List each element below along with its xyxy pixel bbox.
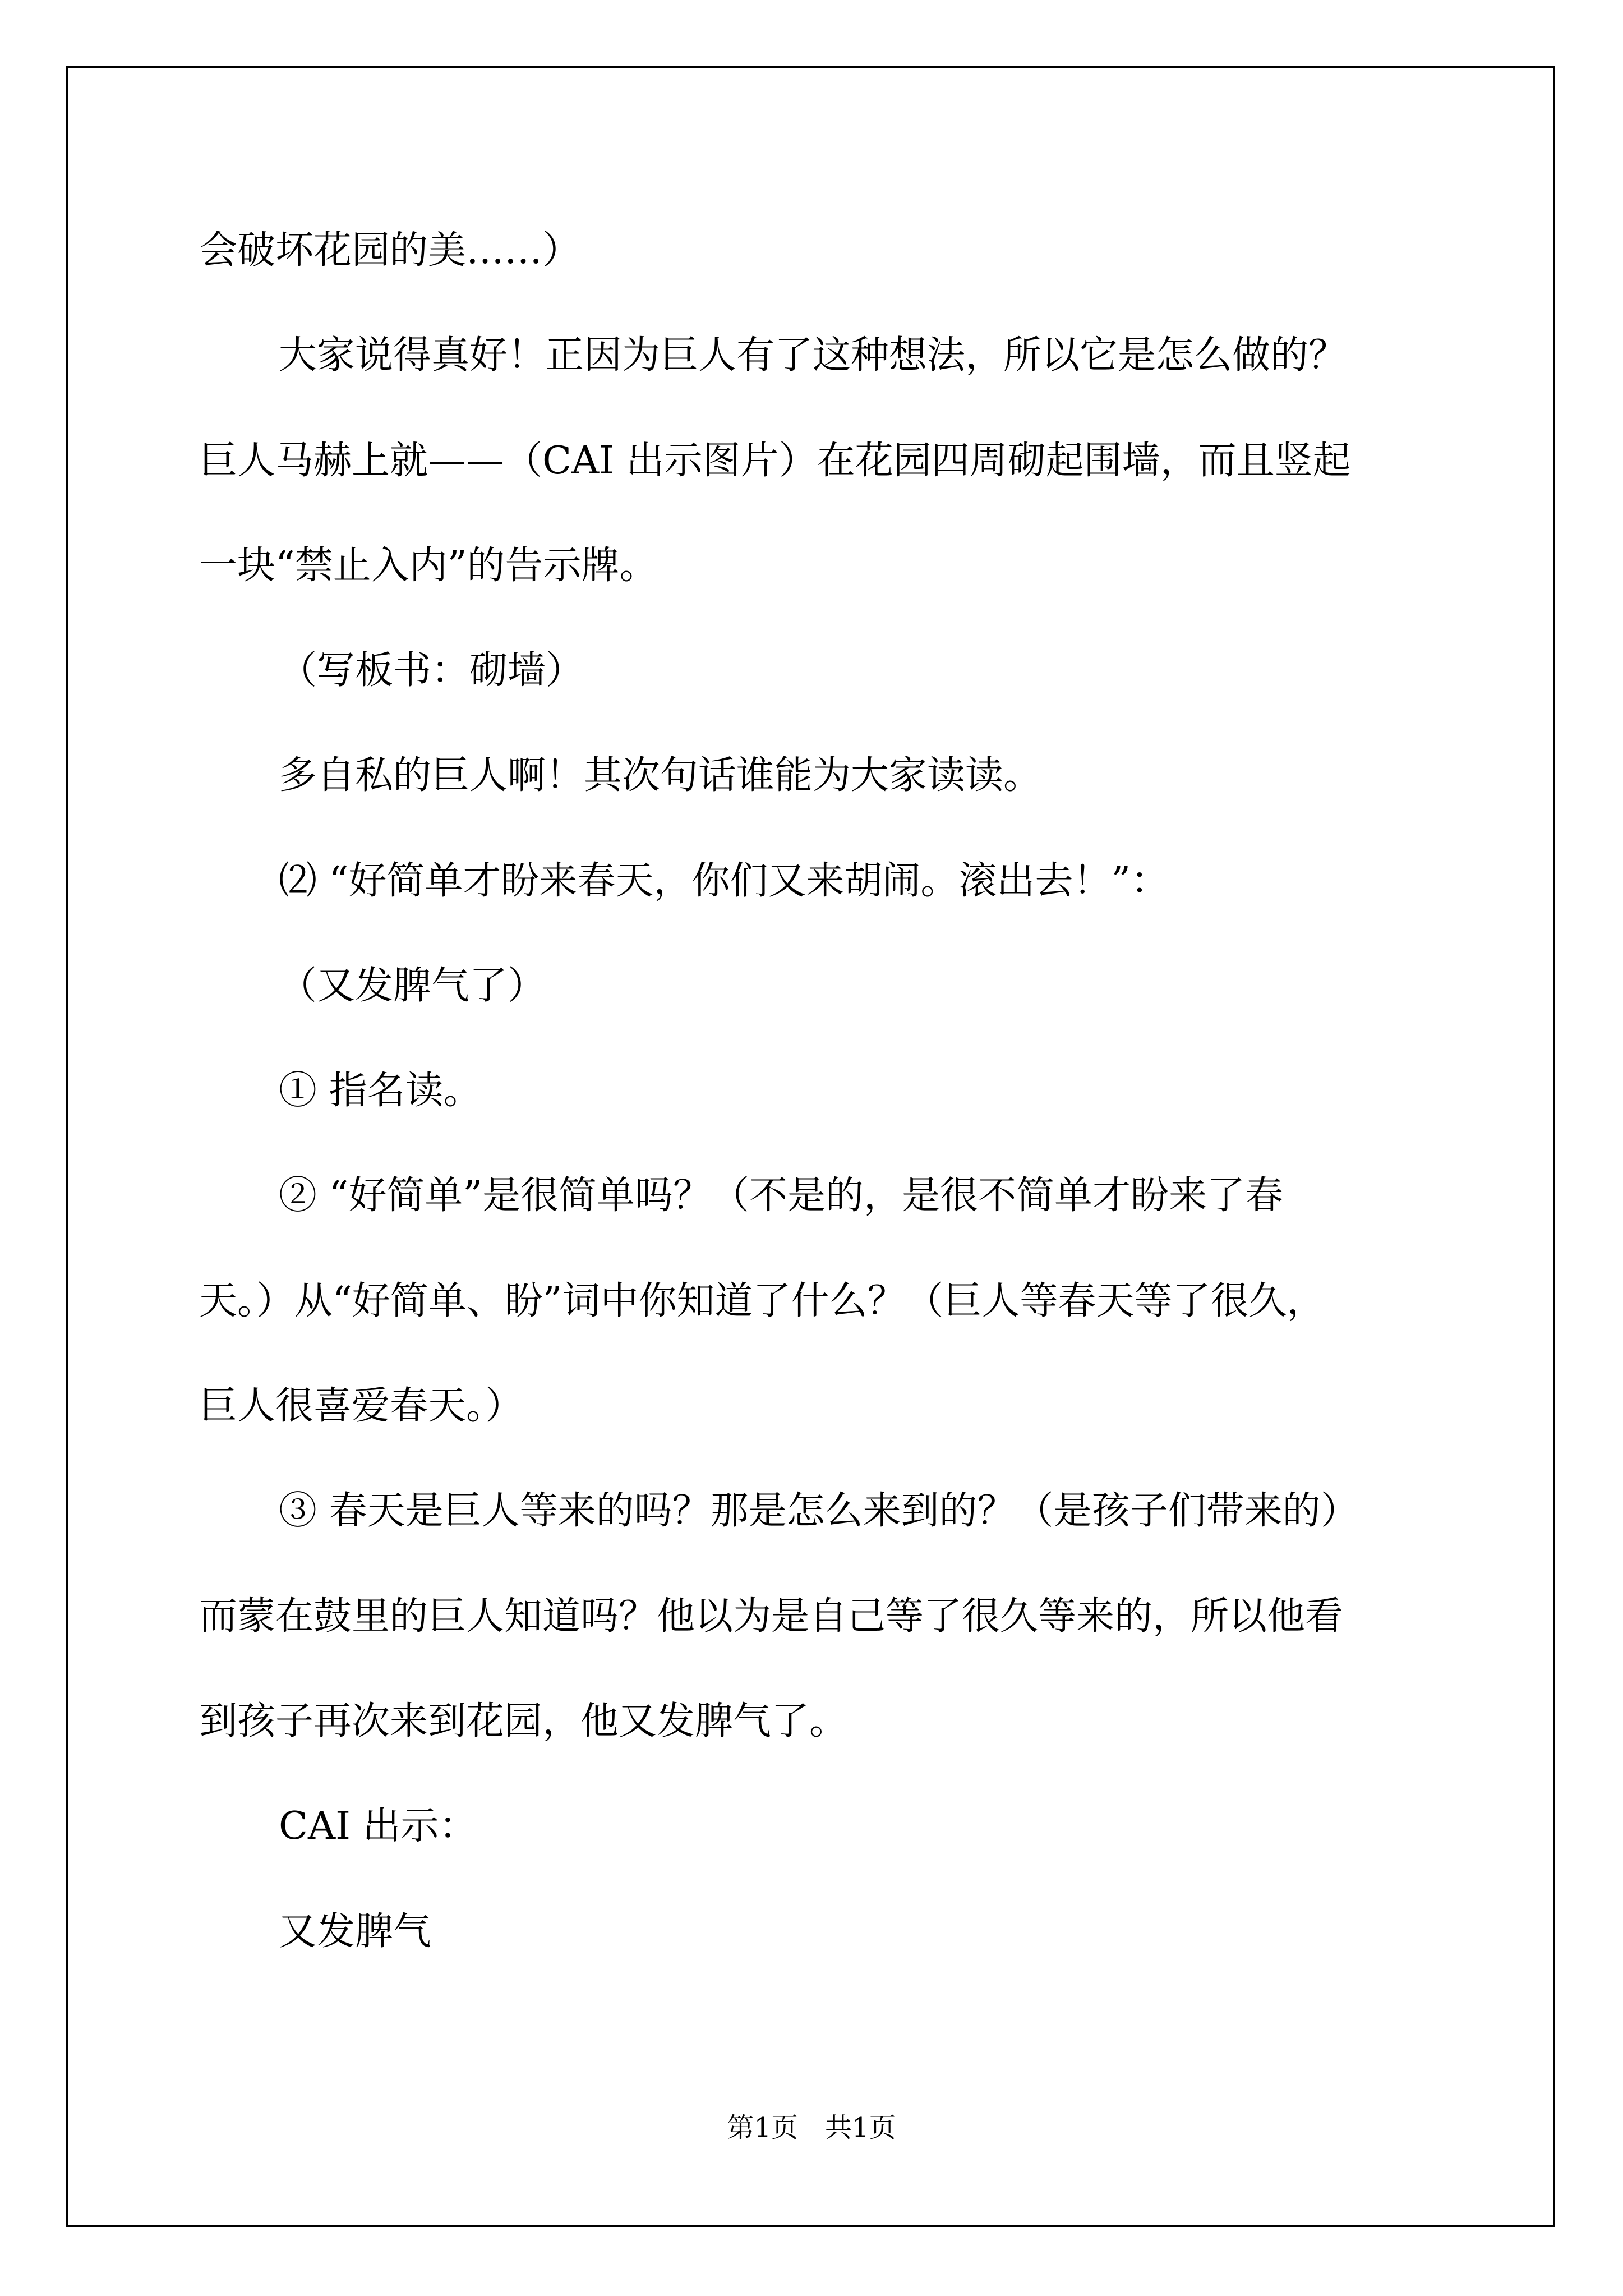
text-line: ③ 春天是巨人等来的吗？那是怎么来到的？（是孩子们带来的） xyxy=(279,1489,1359,1533)
text-line: 而蒙在鼓里的巨人知道吗？他以为是自己等了很久等来的，所以他看 xyxy=(199,1594,1344,1639)
text-line: （又发脾气了） xyxy=(279,964,546,1008)
text-line: 巨人很喜爱春天。） xyxy=(199,1384,524,1428)
text-line: 巨人马赫上就——（CAI 出示图片）在花园四周砌起围墙，而且竖起 xyxy=(199,439,1351,483)
text-line: （写板书：砌墙） xyxy=(279,648,584,693)
text-line: 一块“禁止入内”的告示牌。 xyxy=(199,544,658,588)
text-line: 到孩子再次来到花园，他又发脾气了。 xyxy=(199,1699,848,1743)
text-line: 大家说得真好！正因为巨人有了这种想法，所以它是怎么做的？ xyxy=(279,333,1347,378)
text-line: CAI 出示： xyxy=(279,1804,477,1848)
text-line: 会破坏花园的美……） xyxy=(199,228,581,273)
text-line: 天。）从“好简单、盼”词中你知道了什么？（巨人等春天等了很久， xyxy=(199,1279,1325,1323)
text-line: ⑵ “好简单才盼来春天，你们又来胡闹。滚出去！”： xyxy=(279,859,1169,903)
text-line: ① 指名读。 xyxy=(279,1069,482,1113)
page-footer: 第1页 共1页 xyxy=(727,2112,896,2143)
text-line: 多自私的巨人啊！其次句话谁能为大家读读。 xyxy=(279,753,1042,798)
page-border xyxy=(66,66,1555,2227)
text-line: ② “好简单”是很简单吗？（不是的，是很不简单才盼来了春 xyxy=(279,1174,1284,1218)
text-line: 又发脾气 xyxy=(279,1910,432,1954)
